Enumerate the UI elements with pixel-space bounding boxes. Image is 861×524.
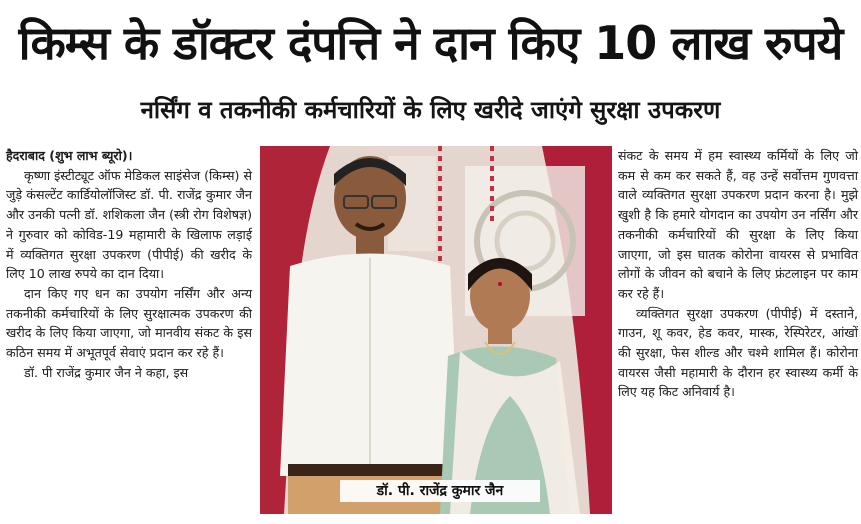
right-paragraph-1: संकट के समय में हम स्वास्थ्य कर्मियों के लिए जो कम से कम कर सकते हैं, वह उन्हें सर्वोत्तम गुणवत्ता वाले व्यक्तिगत सुरक्षा उपकरण प्रदान करना है। मुझे खुशी है कि हमारे योगदान का उपयोग उन नर्सिंग और तकनीकी कर्मचारियों की सुरक्षा के लिए किया जाएगा, जो इस घातक कोरोना वायरस से प्रभावित लोगों के जीवन को बचाने के लिए फ्रंटलाइन पर काम कर रहे हैं। (618, 148, 858, 301)
couple-photo-illustration (260, 146, 612, 514)
photo (260, 146, 612, 514)
left-paragraph-2: दान किए गए धन का उपयोग नर्सिंग और अन्य तकनीकी कर्मचारियों के लिए सुरक्षात्मक उपकरण की खरीद के लिए किया जाएगा, जो मानवीय संकट के इस कठिन समय में अभूतपूर्व सेवाएं प्रदान कर रहे हैं। (6, 285, 252, 361)
article-column-left (6, 146, 252, 382)
subheadline: नर्सिंग व तकनीकी कर्मचारियों के लिए खरीदे जाएंगे सुरक्षा उपकरण (140, 96, 721, 124)
headline: किम्स के डॉक्टर दंपत्ति ने दान किए 10 लाख रुपये (18, 16, 843, 70)
photo-caption: डॉ. पी. राजेंद्र कुमार जैन (340, 480, 540, 502)
left-paragraph-3: डॉ. पी राजेंद्र कुमार जैन ने कहा, इस (24, 364, 189, 380)
right-paragraph-2: व्यक्तिगत सुरक्षा उपकरण (पीपीई) में दस्ताने, गाउन, शू कवर, हेड कवर, मास्क, रेस्पिरेटर, आंखों की सुरक्षा, फेस शील्ड और चश्मे शामिल हैं। कोरोना वायरस जैसी महामारी के दौरान हर स्वास्थ्य कर्मी के लिए यह किट अनिवार्य है। (618, 305, 858, 400)
left-paragraph-1: कृष्णा इंस्टीट्यूट ऑफ मेडिकल साइंसेज (किम्स) से जुड़े कंसल्टेंट कार्डियोलॉजिस्ट डॉ. पी. राजेंद्र कुमार जैन और उनकी पत्नी डॉ. शशिकला जैन (स्त्री रोग विशेषज्ञ) ने गुरुवार को कोविड-19 महामारी के खिलाफ लड़ाई में व्यक्तिगत सुरक्षा उपकरण (पीपीई) की खरीद के लिए 10 लाख रुपये का दान दिया। (6, 167, 252, 282)
article-column-right (618, 146, 858, 402)
dateline: हैदराबाद (शुभ लाभ ब्यूरो)। (6, 148, 133, 163)
